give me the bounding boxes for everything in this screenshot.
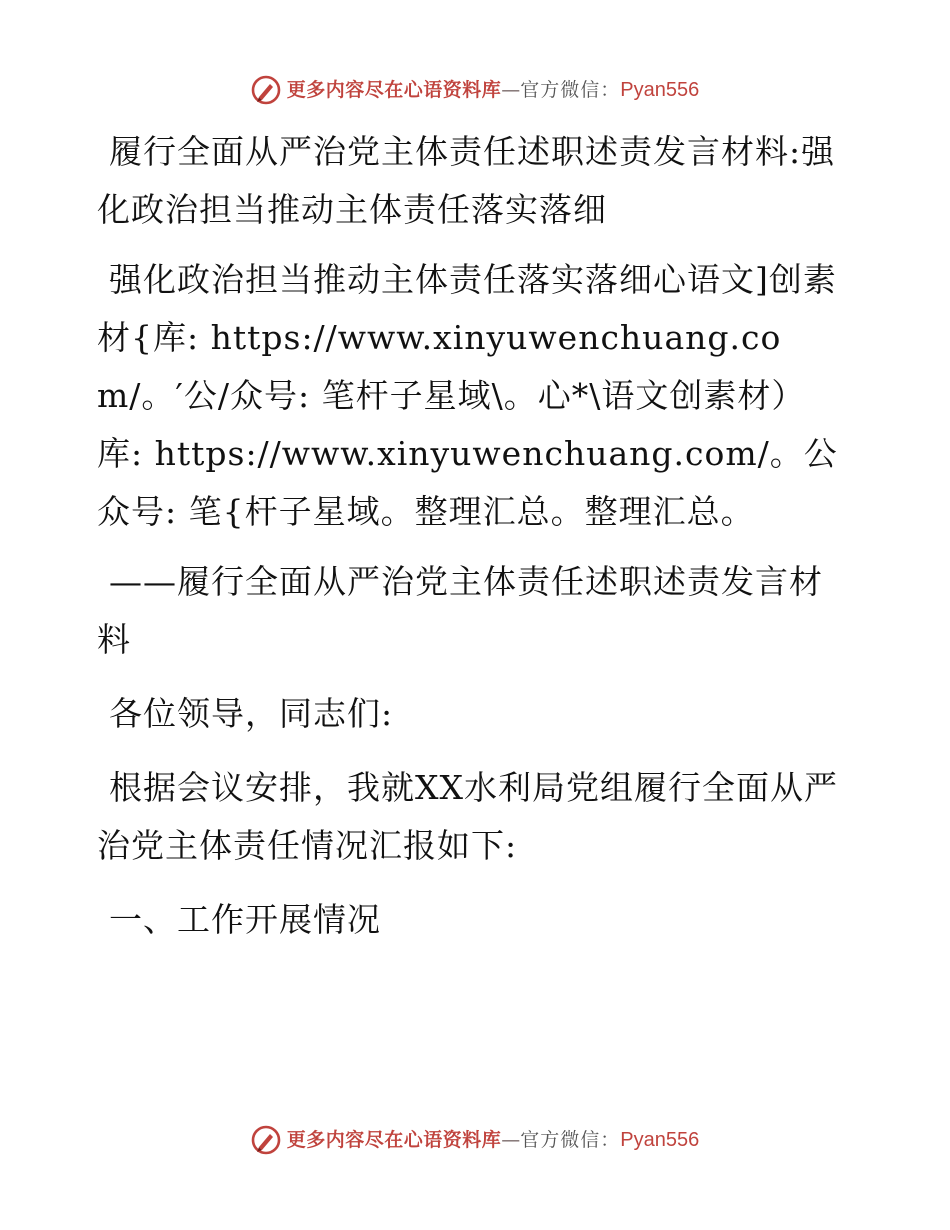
document-title: 履行全面从严治党主体责任述职述责发言材料:强化政治担当推动主体责任落实落细 — [97, 132, 836, 229]
watermark-label: 官方微信： — [520, 1128, 621, 1151]
salutation: 各位领导，同志们: — [109, 694, 394, 733]
document-body — [97, 123, 845, 949]
watermark-wechat-id: Pyan556 — [620, 1129, 700, 1151]
intro-paragraph: 根据会议安排，我就XX水利局党组履行全面从严治党主体责任情况汇报如下: — [97, 768, 838, 865]
watermark-wechat-id: Pyan556 — [620, 79, 700, 101]
watermark-separator: — — [501, 1128, 521, 1151]
source-note: 强化政治担当推动主体责任落实落细心语文]创素材{库: https://www.xinyuwenchuang.com/。′公/众号: 笔杆子星域\。心*\语文创素材）库: https://www.xinyuwenchuang.com/。公众号: 笔{杆子星域。整理汇总。整理汇总。 — [97, 260, 838, 531]
pen-logo-icon — [251, 75, 281, 105]
watermark-main-text: 更多内容尽在心语资料库 — [286, 1128, 502, 1151]
document-subtitle: ——履行全面从严治党主体责任述职述责发言材料 — [97, 562, 823, 659]
section-heading-1: 一、工作开展情况 — [109, 900, 381, 939]
pen-logo-icon — [251, 1125, 281, 1155]
watermark-label: 官方微信： — [520, 78, 621, 101]
watermark-main-text: 更多内容尽在心语资料库 — [286, 78, 502, 101]
header-watermark — [0, 72, 950, 108]
footer-watermark — [0, 1122, 950, 1158]
watermark-separator: — — [501, 78, 521, 101]
